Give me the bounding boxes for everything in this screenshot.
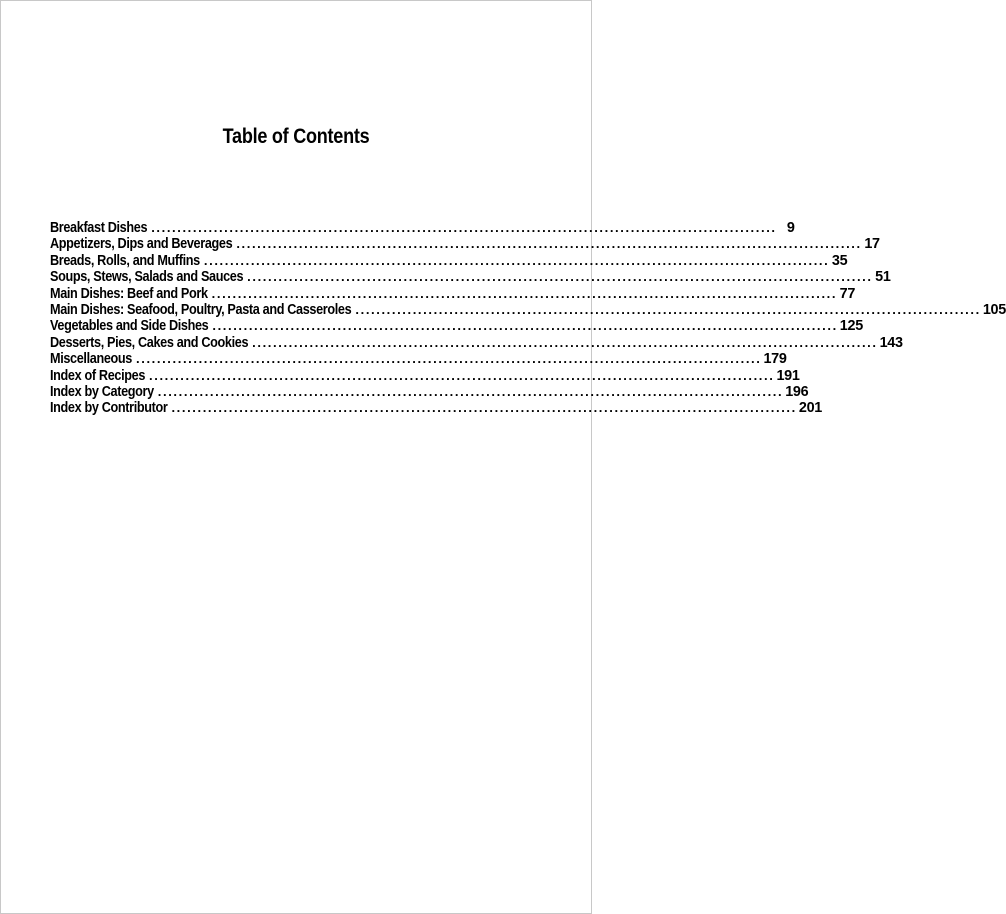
toc-leader-dots: ........................................................................................................................: [157, 383, 784, 399]
toc-entry-page: 51: [875, 269, 891, 286]
toc-entry[interactable]: [50, 252, 848, 269]
toc-entry-label: Appetizers, Dips and Beverages: [50, 236, 233, 253]
toc-entry-label: Miscellaneous: [50, 351, 133, 368]
toc-leader-dots: ........................................................................................................................: [355, 301, 981, 317]
toc-entry-page: 201: [798, 400, 822, 417]
toc-entry-page: 196: [785, 383, 809, 400]
toc-entry-label: Vegetables and Side Dishes: [50, 318, 209, 335]
toc-entry[interactable]: [50, 334, 903, 351]
toc-leader-dots: ........................................................................................................................: [247, 269, 873, 285]
toc-entry-page: 125: [839, 318, 863, 335]
toc-entry[interactable]: [50, 269, 891, 286]
toc-entry-page: 35: [831, 252, 848, 269]
toc-entry-page: 143: [879, 334, 903, 351]
toc-entry[interactable]: [50, 383, 809, 400]
toc-leader-dots: ........................................................................................................................: [211, 285, 838, 301]
toc-leader-dots: ........................................................................................................................: [252, 334, 878, 350]
toc-entry[interactable]: [50, 285, 856, 302]
toc-leader-dots: ........................................................................................................................: [136, 351, 762, 367]
toc-entry[interactable]: [50, 318, 863, 335]
toc-entry-page: 17: [864, 236, 880, 253]
toc-entry[interactable]: [50, 367, 800, 384]
toc-entry-label: Breads, Rolls, and Muffins: [50, 252, 200, 269]
toc-entry-label: Main Dishes: Beef and Pork: [50, 285, 208, 302]
toc-entry-page: 179: [763, 351, 787, 368]
toc-entry-label: Index of Recipes: [50, 367, 146, 384]
toc-entry[interactable]: [50, 400, 822, 417]
toc-entry-label: Soups, Stews, Salads and Sauces: [50, 269, 244, 286]
table-of-contents: [50, 220, 1006, 417]
toc-entry-page: 9: [786, 220, 795, 236]
toc-entry-label: Desserts, Pies, Cakes and Cookies: [50, 334, 249, 351]
toc-leader-dots: ........................................................................................................................: [151, 220, 777, 235]
toc-entry-page: 191: [776, 367, 800, 384]
toc-entry-label: Breakfast Dishes: [50, 220, 148, 236]
toc-leader-dots: ........................................................................................................................: [236, 236, 862, 252]
toc-entry[interactable]: [50, 220, 795, 236]
toc-entry-page: 105: [982, 301, 1006, 318]
toc-entry-page: 77: [839, 285, 856, 302]
toc-entry-label: Index by Category: [50, 383, 154, 400]
toc-entry[interactable]: [50, 236, 880, 253]
toc-entry-label: Main Dishes: Seafood, Poultry, Pasta and Casseroles: [50, 301, 352, 318]
toc-entry[interactable]: [50, 351, 787, 368]
toc-leader-dots: ........................................................................................................................: [212, 318, 838, 334]
toc-leader-dots: ........................................................................................................................: [171, 400, 797, 416]
toc-leader-dots: ........................................................................................................................: [203, 252, 830, 268]
page-title: Table of Contents: [222, 125, 370, 148]
toc-leader-dots: ........................................................................................................................: [149, 367, 775, 383]
toc-entry-label: Index by Contributor: [50, 400, 168, 417]
toc-entry[interactable]: [50, 301, 1006, 318]
